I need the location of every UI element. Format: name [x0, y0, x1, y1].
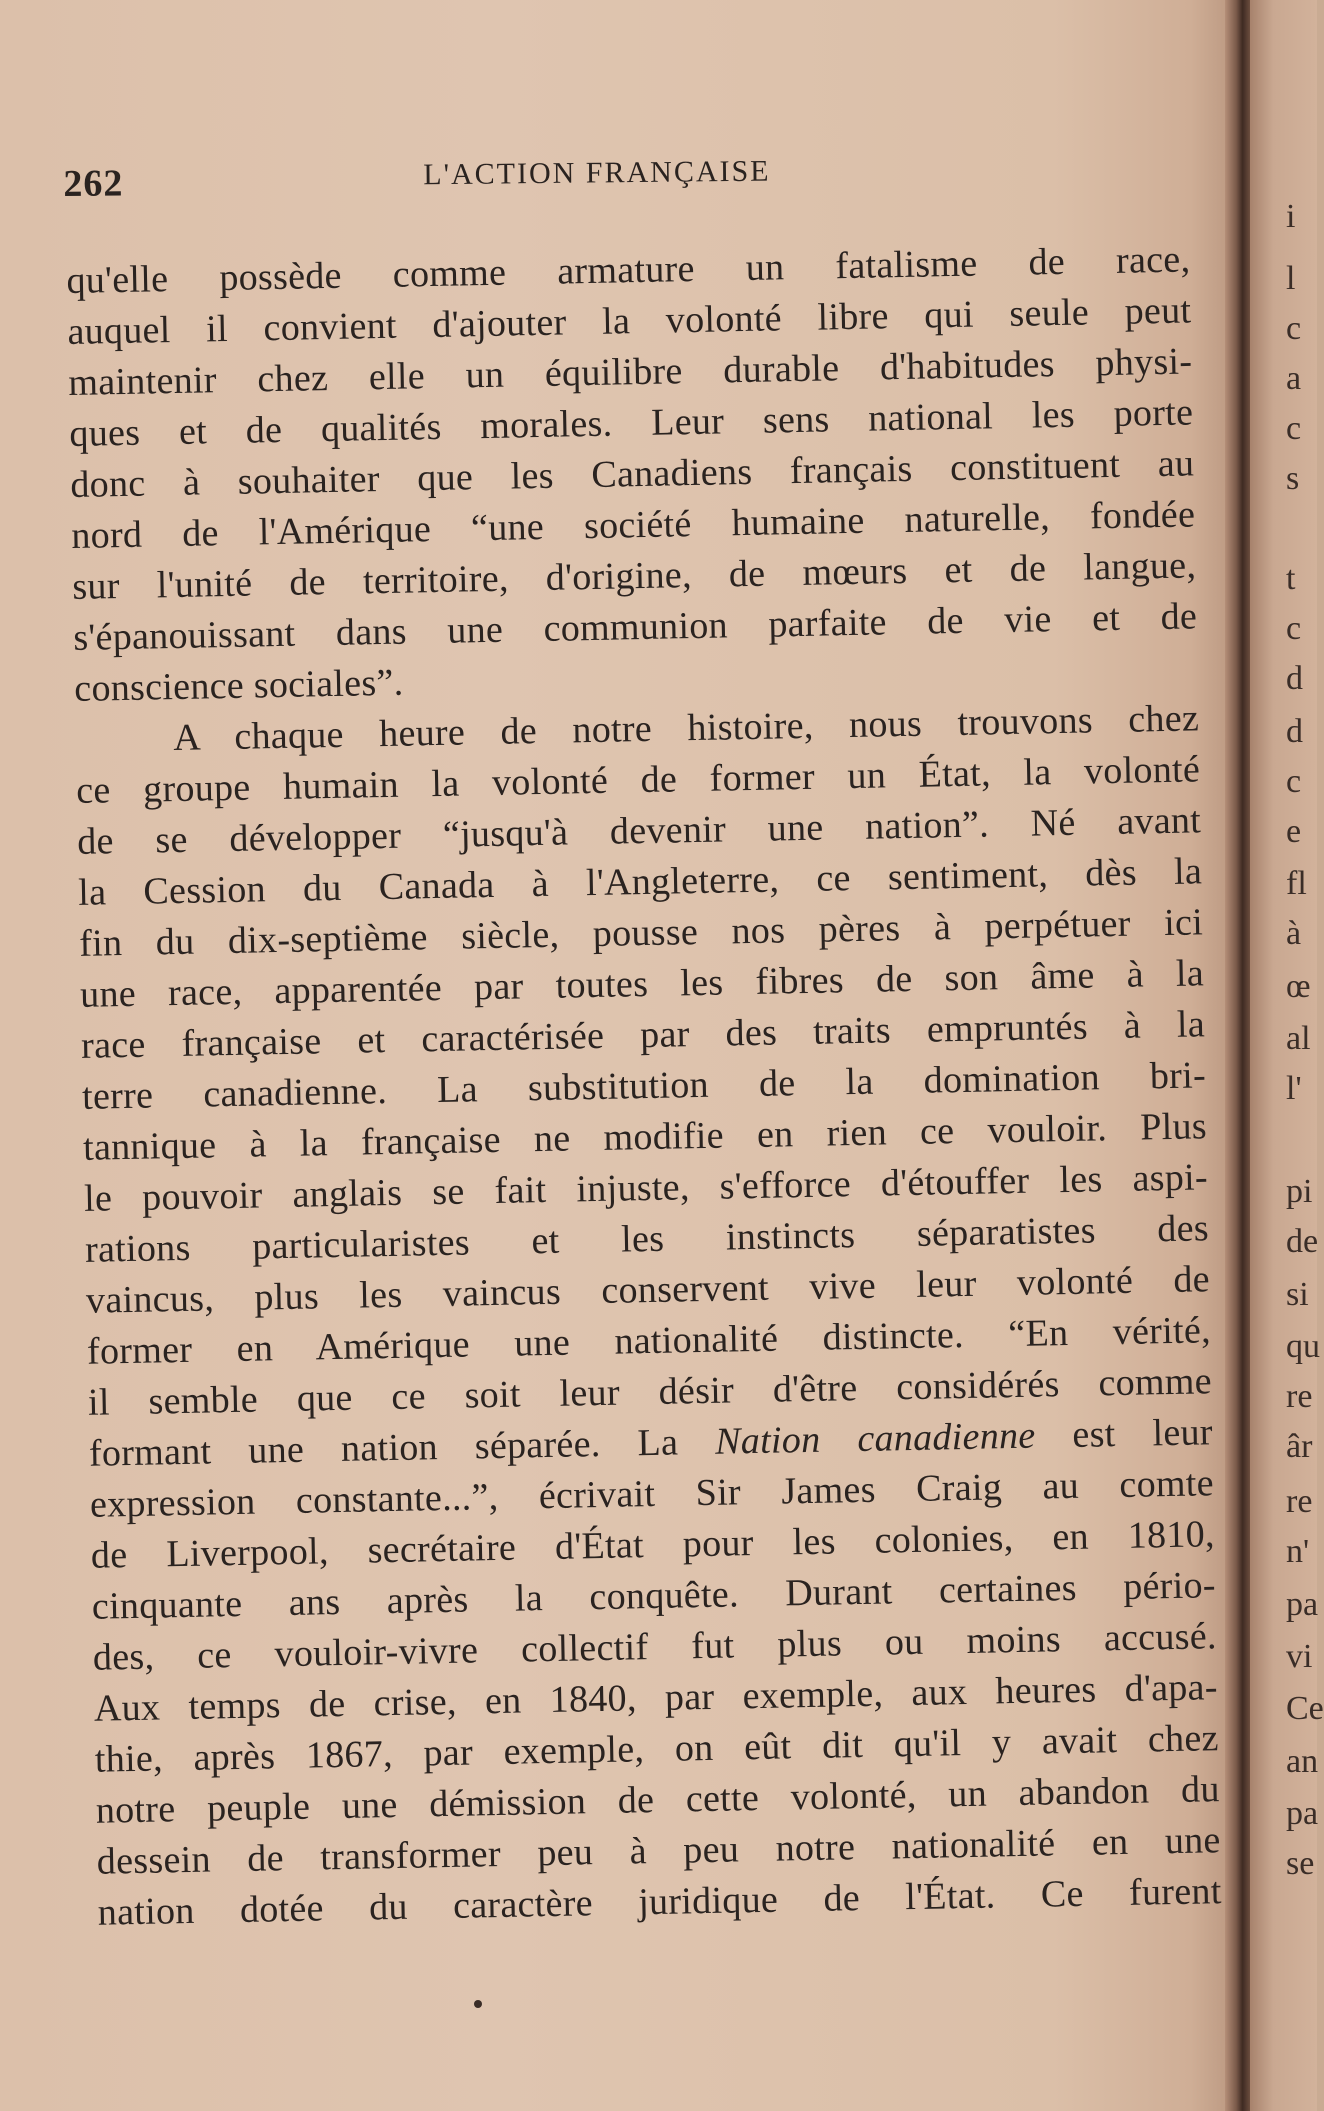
text-line: auquel il convient d'ajouter la volonté libre qui seule peut	[67, 289, 1192, 353]
page-number: 262	[63, 162, 124, 205]
text-line: ce groupe humain la volonté de former un État, la volonté	[75, 748, 1201, 812]
text-line: nation dotée du caractère juridique de l'État. Ce furent	[97, 1870, 1223, 1934]
text-line: le pouvoir anglais se fait injuste, s'efforce d'étouffer les aspi-	[83, 1156, 1209, 1220]
paragraph-start-line: A chaque heure de notre histoire, nous trouvons chez	[172, 697, 1200, 760]
line-tail: est leur	[1035, 1411, 1214, 1457]
ink-speck	[474, 2000, 482, 2008]
text-line: Aux temps de crise, en 1840, par exemple, aux heures d'apa-	[93, 1666, 1219, 1730]
adjacent-page-fragment: se	[1286, 1845, 1315, 1882]
adjacent-page-fragment: qu	[1286, 1328, 1320, 1365]
adjacent-page-fragment: c	[1286, 410, 1302, 447]
text-line: cinquante ans après la conquête. Durant certaines pério-	[91, 1564, 1217, 1628]
adjacent-page-fragment: n'	[1286, 1533, 1310, 1570]
running-head: L'ACTION FRANÇAISE	[423, 154, 771, 192]
adjacent-page-fragment: fl	[1286, 865, 1307, 902]
text-line: de se développer “jusqu'à devenir une nation”. Né avant	[76, 799, 1202, 863]
adjacent-page-edge	[1250, 0, 1324, 2111]
line-head: formant une nation séparée. La	[88, 1420, 716, 1475]
adjacent-page-fragment: si	[1286, 1276, 1309, 1313]
adjacent-page-fragment: l'	[1286, 1070, 1302, 1107]
adjacent-page-fragment: al	[1286, 1020, 1311, 1057]
adjacent-page-fragment: c	[1286, 763, 1302, 800]
adjacent-page-fragment: vi	[1286, 1638, 1313, 1675]
adjacent-page-fragment: e	[1286, 813, 1302, 850]
text-line: ques et de qualités morales. Leur sens national les porte	[69, 391, 1194, 455]
adjacent-page-fragment: l	[1286, 260, 1296, 297]
adjacent-page-fragment: pa	[1286, 1795, 1319, 1832]
adjacent-page-fragment: t	[1286, 560, 1296, 597]
adjacent-page-fragment: œ	[1286, 968, 1311, 1005]
adjacent-page-fragment: re	[1286, 1378, 1313, 1415]
adjacent-page-fragment: d	[1286, 713, 1303, 750]
adjacent-page-fragment: c	[1286, 310, 1302, 347]
text-line: donc à souhaiter que les Canadiens français constituent au	[69, 442, 1195, 506]
text-line: de Liverpool, secrétaire d'État pour les colonies, en 1810,	[90, 1513, 1216, 1577]
body-text	[66, 234, 1222, 1938]
adjacent-page-fragment: pi	[1286, 1173, 1313, 1210]
text-line: dessein de transformer peu à peu notre nationalité en une	[96, 1819, 1222, 1883]
text-line: nord de l'Amérique “une société humaine naturelle, fondée	[70, 493, 1196, 557]
adjacent-page-fragment: Ce	[1286, 1690, 1324, 1727]
text-line: il semble que ce soit leur désir d'être considérés comme	[87, 1360, 1213, 1424]
text-line: des, ce vouloir-vivre collectif fut plus ou moins accusé.	[92, 1615, 1218, 1679]
adjacent-page-fragment: à	[1286, 915, 1302, 952]
text-line: vaincus, plus les vaincus conservent vive leur volonté de	[85, 1258, 1211, 1322]
text-line: s'épanouissant dans une communion parfaite de vie et de	[72, 595, 1198, 659]
adjacent-page-fragment: a	[1286, 360, 1302, 397]
text-line: qu'elle possède comme armature un fatalisme de race,	[66, 238, 1191, 302]
page-header	[63, 138, 1174, 210]
adjacent-page-fragment: pa	[1286, 1586, 1319, 1623]
adjacent-page-fragment: an	[1286, 1743, 1319, 1780]
text-line: former en Amérique une nationalité distincte. “En vérité,	[86, 1309, 1212, 1373]
text-line: race française et caractérisée par des traits empruntés à la	[80, 1003, 1206, 1067]
adjacent-page-fragment: re	[1286, 1483, 1313, 1520]
book-gutter	[1225, 0, 1250, 2111]
text-line: la Cession du Canada à l'Angleterre, ce sentiment, dès la	[77, 850, 1203, 914]
text-line: notre peuple une démission de cette volonté, un abandon du	[95, 1768, 1221, 1832]
text-line: sur l'unité de territoire, d'origine, de mœurs et de langue,	[71, 544, 1197, 608]
adjacent-page-fragment: âr	[1286, 1428, 1313, 1465]
italic-title: Nation canadienne	[714, 1414, 1036, 1463]
adjacent-page-fragment: c	[1286, 610, 1302, 647]
text-line: maintenir chez elle un équilibre durable d'habitudes physi-	[68, 340, 1193, 404]
text-line: terre canadienne. La substitution de la domination bri-	[81, 1054, 1207, 1118]
text-line: une race, apparentée par toutes les fibres de son âme à la	[79, 952, 1205, 1016]
adjacent-page-fragment: de	[1286, 1223, 1319, 1260]
text-line: tannique à la française ne modifie en rien ce vouloir. Plus	[82, 1105, 1208, 1169]
text-line: rations particularistes et les instincts séparatistes des	[84, 1207, 1210, 1271]
text-line: thie, après 1867, par exemple, on eût dit qu'il y avait chez	[94, 1717, 1220, 1781]
adjacent-page-fragment: i	[1286, 198, 1296, 235]
text-line: expression constante...”, écrivait Sir James Craig au comte	[89, 1462, 1215, 1526]
text-line: conscience sociales”.	[73, 661, 404, 710]
text-line: fin du dix-septième siècle, pousse nos pères à perpétuer ici	[78, 901, 1204, 965]
adjacent-page-fragment: s	[1286, 460, 1300, 497]
adjacent-page-fragment: d	[1286, 660, 1303, 697]
